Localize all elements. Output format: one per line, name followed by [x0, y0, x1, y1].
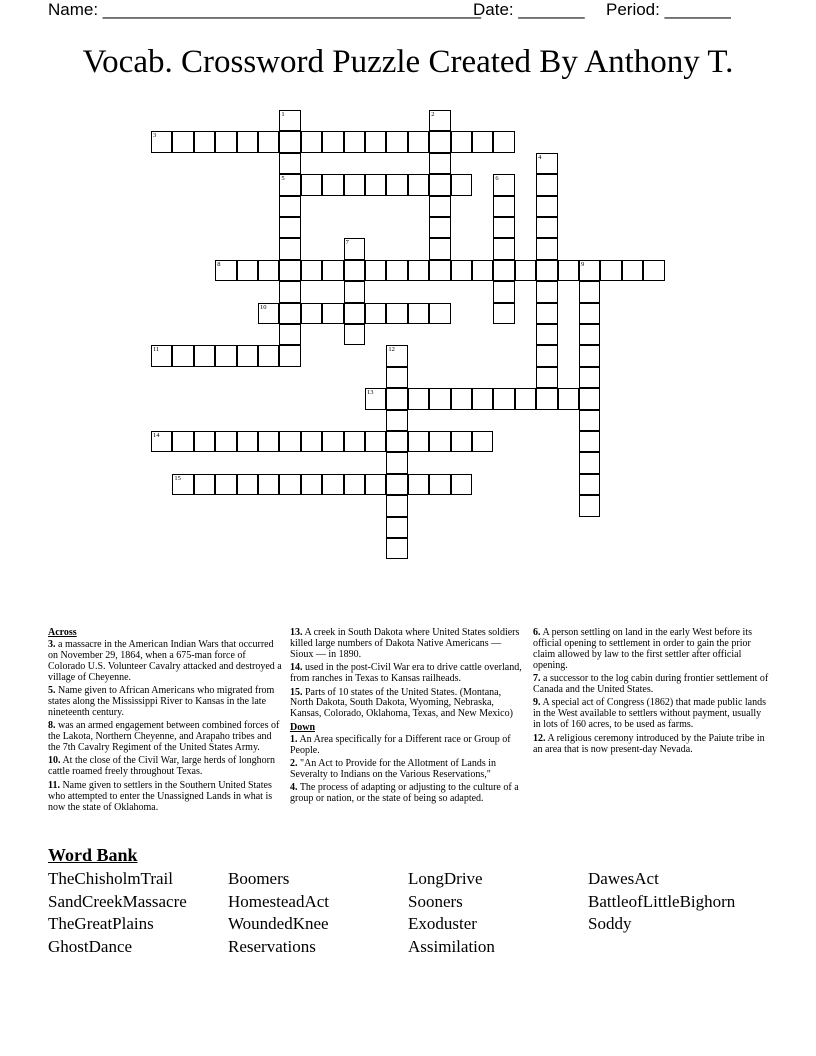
- cell-number: 14: [153, 432, 160, 439]
- clue: [48, 721, 284, 754]
- clue-text: Name given to African Americans who migrated from states along the Mississippi River to Kansas in the late nineteenth century.: [48, 685, 275, 718]
- cell-number: 4: [538, 153, 542, 161]
- crossword-cell[interactable]: [493, 303, 514, 324]
- clue: [290, 759, 526, 781]
- crossword-cell[interactable]: [237, 260, 258, 281]
- crossword-cell[interactable]: [386, 517, 407, 538]
- crossword-cell[interactable]: [151, 431, 172, 452]
- word-bank-item: TheGreatPlains: [48, 914, 154, 934]
- cell-number: 11: [153, 346, 160, 354]
- crossword-cell[interactable]: [493, 131, 514, 152]
- clue-number: 4.: [290, 782, 298, 794]
- crossword-cell[interactable]: [429, 388, 450, 409]
- crossword-cell[interactable]: [172, 131, 193, 152]
- down-heading: Down: [290, 721, 316, 733]
- clue-text: was an armed engagement between combined forces of the Lakota, Northern Cheyenne, and Arapaho tribes and the 7th Cavalry Regiment of the United States Army.: [48, 720, 280, 754]
- crossword-cell[interactable]: [579, 474, 600, 495]
- crossword-cell[interactable]: [429, 131, 450, 152]
- clue-text: A creek in South Dakota where United States soldiers killed large numbers of Dakota Native Americans — Sioux — in 1890.: [290, 627, 520, 660]
- clue-text: used in the post-Civil War era to drive cattle overland, from ranches in Texas to Kansas railheads.: [290, 662, 522, 685]
- crossword-cell[interactable]: [258, 303, 279, 324]
- crossword-cell[interactable]: [386, 367, 407, 388]
- crossword-cell[interactable]: [429, 238, 450, 259]
- crossword-cell[interactable]: [579, 324, 600, 345]
- clue-text: a successor to the log cabin during frontier settlement of Canada and the United States.: [533, 673, 769, 696]
- clue-number: 15.: [290, 686, 303, 698]
- crossword-cell[interactable]: [279, 110, 300, 131]
- crossword-cell[interactable]: [408, 474, 429, 495]
- date-field[interactable]: Date: _______: [473, 0, 585, 19]
- clue: [48, 756, 284, 778]
- clue-number: 11.: [48, 779, 60, 791]
- crossword-cell[interactable]: [536, 303, 557, 324]
- clues-column-3: [533, 628, 769, 758]
- crossword-cell[interactable]: [429, 217, 450, 238]
- crossword-cell[interactable]: [279, 431, 300, 452]
- crossword-cell[interactable]: [386, 431, 407, 452]
- clue-number: 7.: [533, 673, 541, 685]
- crossword-cell[interactable]: [386, 452, 407, 473]
- crossword-cell[interactable]: [194, 131, 215, 152]
- cell-number: 6: [495, 175, 499, 183]
- clue-text: The process of adapting or adjusting to the culture of a group or nation, or the state of being so adapted.: [290, 782, 519, 805]
- crossword-cell[interactable]: [301, 174, 322, 195]
- period-field[interactable]: Period: _______: [606, 0, 731, 19]
- clue-number: 2.: [290, 757, 298, 769]
- clue-text: A special act of Congress (1862) that made public lands in the West available to settlers without payment, usually in lots of 160 acres, to be used as farms.: [533, 697, 767, 731]
- crossword-cell[interactable]: [579, 367, 600, 388]
- crossword-cell[interactable]: [472, 431, 493, 452]
- crossword-cell[interactable]: [536, 260, 557, 281]
- clue: [290, 688, 526, 721]
- crossword-cell[interactable]: [579, 388, 600, 409]
- crossword-cell[interactable]: [279, 153, 300, 174]
- crossword-cell[interactable]: [536, 388, 557, 409]
- crossword-cell[interactable]: [322, 260, 343, 281]
- crossword-cell[interactable]: [386, 538, 407, 559]
- crossword-cell[interactable]: [536, 217, 557, 238]
- word-bank-item: BattleofLittleBighorn: [588, 891, 736, 911]
- cell-number: 13: [367, 389, 374, 397]
- crossword-cell[interactable]: [493, 174, 514, 195]
- cell-number: 3: [153, 132, 157, 140]
- crossword-cell[interactable]: [536, 281, 557, 302]
- crossword-cell[interactable]: [365, 131, 386, 152]
- crossword-cell[interactable]: [600, 260, 621, 281]
- crossword-cell[interactable]: [429, 174, 450, 195]
- crossword-cell[interactable]: [408, 388, 429, 409]
- crossword-cell[interactable]: [451, 174, 472, 195]
- crossword-cell[interactable]: [493, 196, 514, 217]
- crossword-cell[interactable]: [472, 388, 493, 409]
- clues-column-1: [48, 628, 284, 816]
- crossword-cell[interactable]: [215, 431, 236, 452]
- crossword-cell[interactable]: [279, 303, 300, 324]
- clue-text: At the close of the Civil War, large herds of longhorn cattle roamed freely throughout Texas.: [48, 755, 275, 778]
- crossword-cell[interactable]: [429, 110, 450, 131]
- crossword-cell[interactable]: [536, 345, 557, 366]
- crossword-cell[interactable]: [172, 431, 193, 452]
- crossword-cell[interactable]: [237, 474, 258, 495]
- crossword-cell[interactable]: [344, 174, 365, 195]
- crossword-cell[interactable]: [386, 474, 407, 495]
- cell-number: 2: [431, 111, 435, 118]
- cell-number: 9: [581, 260, 585, 268]
- crossword-cell[interactable]: [408, 131, 429, 152]
- word-bank-item: Sooners: [408, 891, 463, 911]
- crossword-cell[interactable]: [579, 410, 600, 431]
- crossword-cell[interactable]: [279, 174, 300, 195]
- crossword-cell[interactable]: [301, 303, 322, 324]
- crossword-cell[interactable]: [322, 174, 343, 195]
- clue-text: "An Act to Provide for the Allotment of Lands in Severalty to Indians on the Various Reservations,": [290, 757, 497, 780]
- crossword-cell[interactable]: [408, 431, 429, 452]
- crossword-cell[interactable]: [536, 367, 557, 388]
- crossword-cell[interactable]: [279, 324, 300, 345]
- crossword-cell[interactable]: [194, 345, 215, 366]
- clue: [290, 735, 526, 757]
- crossword-cell[interactable]: [493, 281, 514, 302]
- crossword-cell[interactable]: [279, 238, 300, 259]
- crossword-cell[interactable]: [215, 131, 236, 152]
- cell-number: 10: [260, 303, 267, 311]
- crossword-cell[interactable]: [301, 474, 322, 495]
- crossword-cell[interactable]: [579, 431, 600, 452]
- crossword-cell[interactable]: [237, 431, 258, 452]
- clue-number: 8.: [48, 720, 56, 732]
- crossword-cell[interactable]: [472, 131, 493, 152]
- crossword-cell[interactable]: [172, 474, 193, 495]
- crossword-cell[interactable]: [579, 452, 600, 473]
- crossword-cell[interactable]: [408, 260, 429, 281]
- crossword-cell[interactable]: [344, 238, 365, 259]
- crossword-cell[interactable]: [579, 260, 600, 281]
- clue-text: Name given to settlers in the Southern United States who attempted to enter the Unassigned Lands in what is now the state of Oklahoma.: [48, 779, 273, 813]
- crossword-cell[interactable]: [429, 474, 450, 495]
- cell-number: 5: [281, 175, 285, 183]
- crossword-cell[interactable]: [322, 474, 343, 495]
- clue-number: 9.: [533, 697, 541, 709]
- word-bank-item: Assimilation: [408, 936, 495, 956]
- crossword-cell[interactable]: [515, 260, 536, 281]
- word-bank-item: GhostDance: [48, 936, 133, 956]
- clues-column-2: [290, 628, 526, 808]
- crossword-cell[interactable]: [429, 260, 450, 281]
- crossword-cell[interactable]: [365, 174, 386, 195]
- cell-number: 12: [388, 346, 395, 354]
- cell-number: 7: [345, 239, 349, 247]
- crossword-cell[interactable]: [258, 431, 279, 452]
- crossword-cell[interactable]: [344, 324, 365, 345]
- crossword-cell[interactable]: [215, 345, 236, 366]
- page-title: Vocab. Crossword Puzzle Created By Anthony T.: [82, 44, 734, 80]
- clue: [290, 628, 526, 661]
- cell-number: 8: [217, 260, 221, 268]
- crossword-cell[interactable]: [386, 388, 407, 409]
- crossword-cell[interactable]: [536, 324, 557, 345]
- clue-text: A person settling on land in the early West before its official opening to settlement in order to gain the prior claim allowed by law to the first settler after official opening.: [533, 627, 752, 671]
- crossword-cell[interactable]: [194, 431, 215, 452]
- word-bank-item: DawesAct: [588, 869, 659, 888]
- crossword-cell[interactable]: [429, 431, 450, 452]
- crossword-cell[interactable]: [344, 131, 365, 152]
- clue: [533, 674, 769, 696]
- clue-text: A religious ceremony introduced by the Paiute tribe in an area that is now present-day Nevada.: [533, 732, 765, 755]
- crossword-cell[interactable]: [579, 281, 600, 302]
- cell-number: 1: [281, 111, 285, 118]
- crossword-cell[interactable]: [386, 131, 407, 152]
- crossword-cell[interactable]: [579, 495, 600, 516]
- crossword-cell[interactable]: [558, 388, 579, 409]
- clue: [290, 783, 526, 805]
- crossword-cell[interactable]: [301, 131, 322, 152]
- crossword-cell[interactable]: [322, 303, 343, 324]
- crossword-cell[interactable]: [472, 260, 493, 281]
- crossword-cell[interactable]: [279, 217, 300, 238]
- clue-number: 6.: [533, 627, 541, 638]
- crossword-cell[interactable]: [451, 431, 472, 452]
- word-bank-item: Boomers: [228, 869, 290, 888]
- name-field[interactable]: Name: ________________________________________: [48, 0, 481, 19]
- crossword-cell[interactable]: [279, 260, 300, 281]
- crossword-cell[interactable]: [172, 345, 193, 366]
- crossword-cell[interactable]: [536, 153, 557, 174]
- crossword-cell[interactable]: [493, 260, 514, 281]
- crossword-cell[interactable]: [515, 388, 536, 409]
- crossword-cell[interactable]: [258, 474, 279, 495]
- crossword-cell[interactable]: [429, 153, 450, 174]
- crossword-cell[interactable]: [279, 281, 300, 302]
- word-bank-item: HomesteadAct: [228, 891, 330, 911]
- crossword-cell[interactable]: [344, 303, 365, 324]
- crossword-cell[interactable]: [386, 260, 407, 281]
- clue-text: Parts of 10 states of the United States. (Montana, North Dakota, South Dakota, Wyoming, Nebraska, Kansas, Colorado, Oklahoma, Texas, and New Mexico): [290, 686, 513, 720]
- crossword-cell[interactable]: [215, 260, 236, 281]
- clue-text: An Area specifically for a Different race or Group of People.: [290, 733, 511, 756]
- crossword-cell[interactable]: [493, 238, 514, 259]
- word-bank-item: Soddy: [588, 914, 632, 934]
- crossword-cell[interactable]: [493, 217, 514, 238]
- crossword-cell[interactable]: [279, 474, 300, 495]
- crossword-cell[interactable]: [558, 260, 579, 281]
- crossword-cell[interactable]: [408, 174, 429, 195]
- crossword-cell[interactable]: [451, 388, 472, 409]
- crossword-cell[interactable]: [429, 303, 450, 324]
- clue: [533, 698, 769, 731]
- crossword-cell[interactable]: [579, 345, 600, 366]
- word-bank-item: LongDrive: [408, 869, 483, 888]
- clue-number: 10.: [48, 755, 61, 767]
- clue: [533, 734, 769, 756]
- crossword-cell[interactable]: [151, 345, 172, 366]
- crossword-cell[interactable]: [258, 260, 279, 281]
- crossword-cell[interactable]: [237, 345, 258, 366]
- crossword-cell[interactable]: [258, 131, 279, 152]
- crossword-cell[interactable]: [237, 131, 258, 152]
- clue: [48, 686, 284, 719]
- word-bank-item: SandCreekMassacre: [48, 891, 187, 911]
- crossword-cell[interactable]: [451, 131, 472, 152]
- crossword-cell[interactable]: [279, 131, 300, 152]
- crossword-cell[interactable]: [322, 431, 343, 452]
- crossword-cell[interactable]: [279, 196, 300, 217]
- word-bank-item: Reservations: [228, 936, 316, 956]
- crossword-cell[interactable]: [386, 303, 407, 324]
- crossword-cell[interactable]: [365, 474, 386, 495]
- crossword-cell[interactable]: [386, 495, 407, 516]
- clue-number: 14.: [290, 662, 303, 674]
- crossword-cell[interactable]: [536, 196, 557, 217]
- crossword-cell[interactable]: [365, 260, 386, 281]
- crossword-cell[interactable]: [386, 410, 407, 431]
- crossword-cell[interactable]: [344, 260, 365, 281]
- clue: [290, 663, 526, 685]
- crossword-cell[interactable]: [536, 238, 557, 259]
- clue: [48, 640, 284, 684]
- crossword-cell[interactable]: [493, 388, 514, 409]
- clue: [533, 628, 769, 672]
- clue-number: 1.: [290, 733, 298, 745]
- crossword-cell[interactable]: [365, 431, 386, 452]
- crossword-cell[interactable]: [622, 260, 643, 281]
- word-bank-item: WoundedKnee: [228, 914, 329, 934]
- crossword-cell[interactable]: [408, 303, 429, 324]
- clue-number: 13.: [290, 627, 303, 638]
- clue: [48, 781, 284, 814]
- crossword-cell[interactable]: [579, 303, 600, 324]
- crossword-cell[interactable]: [344, 431, 365, 452]
- word-bank: [48, 868, 808, 958]
- clue-number: 3.: [48, 638, 56, 650]
- crossword-cell[interactable]: [151, 131, 172, 152]
- crossword-cell[interactable]: [386, 345, 407, 366]
- word-bank-item: TheChisholmTrail: [48, 869, 173, 888]
- crossword-cell[interactable]: [365, 388, 386, 409]
- crossword-cell[interactable]: [536, 174, 557, 195]
- crossword-cell[interactable]: [451, 260, 472, 281]
- across-heading: Across: [48, 627, 77, 638]
- crossword-cell[interactable]: [429, 196, 450, 217]
- crossword-cell[interactable]: [258, 345, 279, 366]
- crossword-cell[interactable]: [344, 474, 365, 495]
- clue-number: 12.: [533, 732, 546, 744]
- word-bank-heading: Word Bank: [48, 845, 138, 865]
- crossword-cell[interactable]: [215, 474, 236, 495]
- crossword-cell[interactable]: [344, 281, 365, 302]
- clue-text: a massacre in the American Indian Wars that occurred on November 29, 1864, when a 675-man force of Colorado U.S. Volunteer Cavalry attacked and destroyed a village of Cheyenne.: [48, 638, 282, 683]
- crossword-cell[interactable]: [301, 431, 322, 452]
- cell-number: 15: [174, 474, 181, 482]
- crossword-cell[interactable]: [386, 174, 407, 195]
- clue-number: 5.: [48, 685, 56, 697]
- crossword-cell[interactable]: [365, 303, 386, 324]
- crossword-cell[interactable]: [322, 131, 343, 152]
- crossword-cell[interactable]: [451, 474, 472, 495]
- crossword-cell[interactable]: [301, 260, 322, 281]
- crossword-cell[interactable]: [279, 345, 300, 366]
- word-bank-item: Exoduster: [408, 914, 477, 934]
- crossword-cell[interactable]: [194, 474, 215, 495]
- crossword-cell[interactable]: [643, 260, 664, 281]
